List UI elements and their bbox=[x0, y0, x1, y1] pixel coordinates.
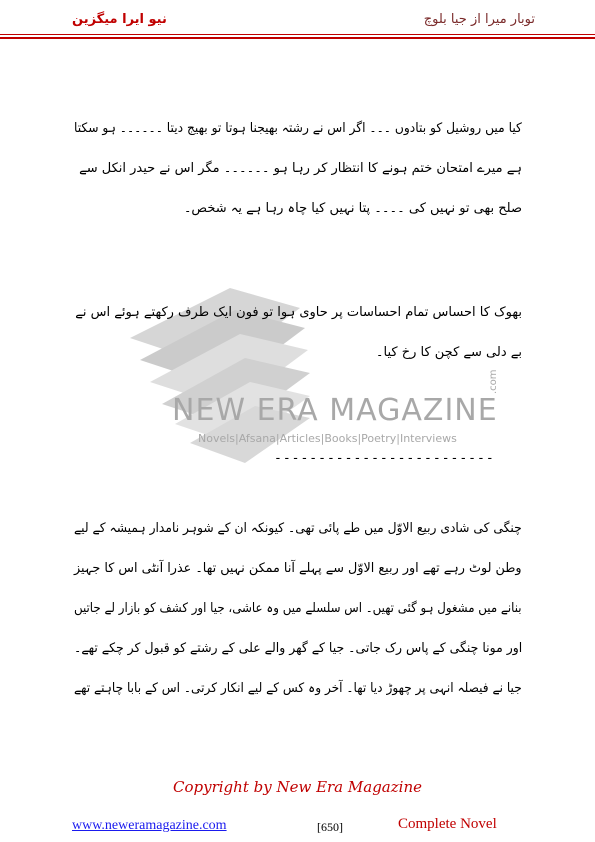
copyright-notice: Copyright by New Era Magazine bbox=[173, 778, 422, 796]
section-separator: ------------------------- bbox=[274, 451, 495, 466]
website-link[interactable]: www.neweramagazine.com bbox=[72, 818, 227, 833]
header-rule-thick bbox=[0, 37, 595, 39]
paragraph-line: جیا نے فیصلہ انہی پر چھوڑ دیا تھا۔ آخر وہ کس کے لیے انکار کرتی۔ اس کے بابا چاہتے تھے bbox=[74, 681, 522, 696]
header-novel-title: توبار میرا از جیا بلوچ bbox=[423, 12, 535, 27]
paragraph-line: صلح بھی تو نہیں کی ۔۔۔۔ پتا نہیں کیا چاہ رہا ہے یہ شخص۔ bbox=[183, 201, 522, 216]
paragraph-2 bbox=[74, 305, 522, 375]
paragraph-line: ہے میرے امتحان ختم ہونے کا انتظار کر رہا ہو ۔۔۔۔۔۔ مگر اس نے حیدر انکل سے bbox=[79, 161, 522, 176]
watermark-title: NEW ERA MAGAZINE bbox=[172, 393, 498, 428]
paragraph-line: اور مونا چنگی کے پاس رک جاتی۔ جیا کے گھر والے علی کے رشتے کو قبول کر چکے تھے۔ bbox=[73, 641, 522, 656]
novel-label: Complete Novel bbox=[398, 816, 497, 832]
paragraph-1 bbox=[74, 121, 522, 231]
header-rule-thin bbox=[0, 34, 595, 35]
paragraph-line: بے دلی سے کچن کا رخ کیا۔ bbox=[375, 345, 522, 360]
paragraph-line: کیا میں روشیل کو بتادوں ۔۔۔ اگر اس نے رشتہ بھیجنا ہوتا تو بھیج دیتا ۔۔۔۔۔۔ ہو سکتا bbox=[74, 121, 522, 136]
paragraph-line: وطن لوٹ رہے تھے اور ربیع الاوّل سے پہلے آنا ممکن نہیں تھا۔ عذرا آنٹی اس کا جہیز bbox=[74, 561, 522, 576]
watermark-dotcom: .com bbox=[488, 369, 499, 394]
page-number: [650] bbox=[317, 820, 343, 834]
paragraph-line: بھوک کا احساس تمام احساسات پر حاوی ہوا تو فون ایک طرف رکھتے ہوئے اس نے bbox=[75, 305, 522, 320]
paragraph-line: بنانے میں مشغول ہو گئی تھیں۔ اس سلسلے میں وہ عاشی، جیا اور کشف کو بازار لے جاتیں bbox=[74, 601, 522, 616]
header-magazine-name: نیو ایرا میگزین bbox=[72, 12, 167, 27]
watermark-subtitle: Novels|Afsana|Articles|Books|Poetry|Interviews bbox=[198, 432, 457, 445]
paragraph-line: چنگی کی شادی ربیع الاوّل میں طے پائی تھی۔ کیونکہ ان کے شوہر نامدار ہمیشہ کے لیے bbox=[74, 521, 522, 536]
paragraph-3 bbox=[74, 521, 522, 731]
